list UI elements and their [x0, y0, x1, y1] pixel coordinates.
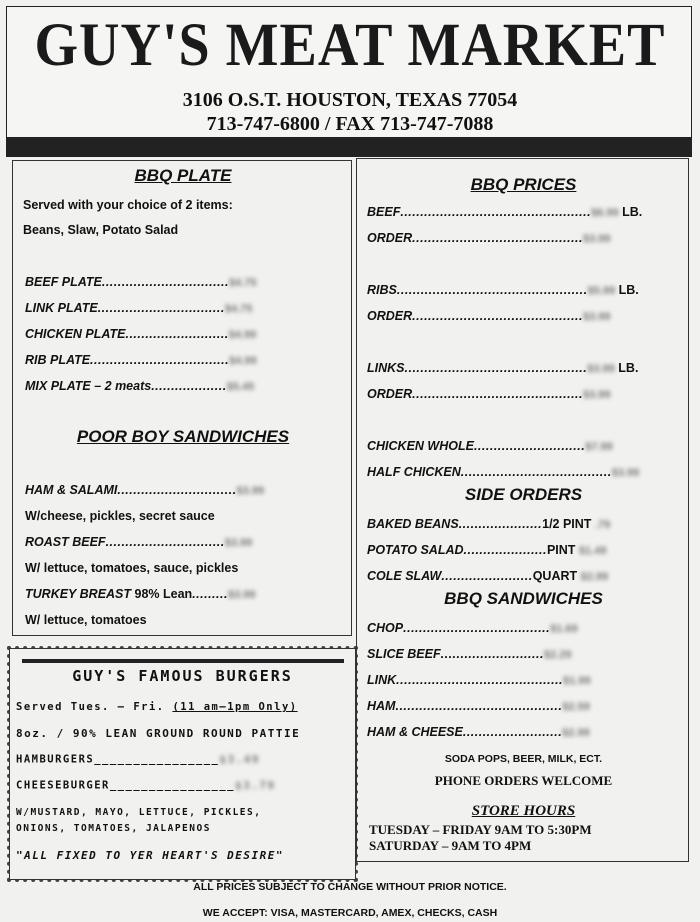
burgers-toppings-1: W/MUSTARD, MAYO, LETTUCE, PICKLES, [16, 807, 262, 818]
list-item: HAMBURGERS________________$3.49 [16, 753, 260, 766]
list-item: CHEESEBURGER________________$3.79 [16, 779, 276, 792]
store-title: GUY'S MEAT MARKET [34, 10, 666, 80]
price-blurred: $2.99 [562, 726, 590, 739]
list-item: BAKED BEANS.....................1/2 PINT .79 [367, 517, 611, 531]
list-item: BEEF................................................$6.99 LB. [367, 205, 643, 219]
right-column-box [356, 158, 689, 862]
price-blurred: $6.99 [591, 206, 619, 219]
price-blurred: $3.99 [227, 588, 256, 601]
price-blurred: $3.49 [219, 753, 260, 766]
list-item: ROAST BEEF..............................$3.99 [25, 535, 253, 549]
list-item: POTATO SALAD.....................PINT $1.49 [367, 543, 607, 557]
price-blurred: .79 [594, 518, 611, 531]
bbq-plate-title: BBQ PLATE [134, 166, 232, 185]
list-item: CHOP.....................................$1.69 [367, 621, 578, 635]
price-blurred: $3.99 [224, 536, 253, 549]
store-hours-line-1: TUESDAY – FRIDAY 9AM TO 5:30PM [369, 822, 592, 837]
list-item: HAM & SALAMI..............................$3.99 [25, 483, 265, 497]
price-blurred: $1.99 [563, 674, 591, 687]
list-item: HAM & CHEESE.........................$2.99 [367, 725, 590, 739]
price-blurred: $2.99 [580, 570, 609, 583]
list-item: BEEF PLATE................................$4.75 [25, 275, 257, 289]
burgers-served: Served Tues. – Fri. (11 am–1pm Only) [16, 701, 298, 713]
price-blurred: $4.99 [229, 354, 257, 367]
header-box [6, 6, 692, 156]
price-blurred: $3.99 [583, 388, 611, 401]
list-item: ORDER...........................................$3.99 [367, 231, 611, 245]
price-notice: ALL PRICES SUBJECT TO CHANGE WITHOUT PRIOR NOTICE. [193, 881, 507, 893]
bbq-plate-served: Served with your choice of 2 items: [23, 198, 233, 212]
list-item: LINK..........................................$1.99 [367, 673, 591, 687]
price-blurred: $2.59 [562, 700, 590, 713]
price-blurred: $2.29 [543, 648, 572, 661]
burgers-slogan: "ALL FIXED TO YER HEART'S DESIRE" [16, 849, 285, 862]
list-item: SLICE BEEF..........................$2.29 [367, 647, 572, 661]
item-description: W/ lettuce, tomatoes [25, 613, 147, 627]
item-description: W/ lettuce, tomatoes, sauce, pickles [25, 561, 239, 575]
list-item: RIB PLATE...................................$4.99 [25, 353, 257, 367]
price-blurred: $1.49 [578, 544, 607, 557]
burgers-pattie: 8oz. / 90% LEAN GROUND ROUND PATTIE [16, 727, 301, 740]
phone-orders-note: PHONE ORDERS WELCOME [434, 773, 613, 788]
list-item: COLE SLAW.......................QUART $2.99 [367, 569, 609, 583]
price-blurred: $4.75 [224, 302, 253, 315]
price-blurred: $4.99 [228, 328, 257, 341]
list-item: ORDER...........................................$3.99 [367, 387, 611, 401]
list-item: LINKS..............................................$3.99 LB. [367, 361, 639, 375]
list-item: RIBS................................................$5.99 LB. [367, 283, 639, 297]
item-description: W/cheese, pickles, secret sauce [25, 509, 215, 523]
drinks-note: SODA POPS, BEER, MILK, ECT. [444, 753, 603, 765]
price-blurred: $5.45 [226, 380, 255, 393]
store-hours-title: STORE HOURS [471, 803, 576, 819]
price-blurred: $3.99 [236, 484, 265, 497]
price-blurred: $3.99 [583, 310, 611, 323]
price-blurred: $1.69 [550, 622, 578, 635]
burgers-toppings-2: ONIONS, TOMATOES, JALAPENOS [16, 823, 211, 834]
price-blurred: $3.99 [611, 466, 640, 479]
list-item: TURKEY BREAST 98% Lean.........$3.99 [25, 587, 256, 601]
list-item: HALF CHICKEN......................................$3.99 [367, 465, 640, 479]
payment-accepted: WE ACCEPT: VISA, MASTERCARD, AMEX, CHECKS, CASH [202, 907, 498, 919]
list-item: LINK PLATE................................$4.75 [25, 301, 253, 315]
price-blurred: $3.79 [235, 779, 276, 792]
header-divider [6, 137, 692, 157]
price-blurred: $5.99 [587, 284, 616, 297]
price-blurred: $7.99 [585, 440, 613, 453]
burger-rule [22, 659, 344, 663]
price-blurred: $3.99 [583, 232, 611, 245]
price-blurred: $4.75 [229, 276, 257, 289]
list-item: CHICKEN PLATE..........................$4.99 [25, 327, 257, 341]
poor-boy-title: POOR BOY SANDWICHES [76, 427, 290, 446]
list-item: HAM..........................................$2.59 [367, 699, 590, 713]
burgers-box [10, 649, 355, 879]
list-item: CHICKEN WHOLE............................$7.99 [367, 439, 613, 453]
bbq-plate-choices: Beans, Slaw, Potato Salad [23, 223, 179, 237]
side-orders-title: SIDE ORDERS [464, 485, 583, 504]
bbq-sandwiches-title: BBQ SANDWICHES [444, 589, 603, 608]
bbq-prices-title: BBQ PRICES [470, 175, 577, 194]
burgers-title: GUY'S FAMOUS BURGERS [72, 667, 293, 685]
bbq-plate-box [12, 160, 352, 636]
store-hours-line-2: SATURDAY – 9AM TO 4PM [369, 838, 532, 853]
price-blurred: $3.99 [587, 362, 615, 375]
store-phone: 713-747-6800 / FAX 713-747-7088 [206, 113, 494, 135]
store-address: 3106 O.S.T. HOUSTON, TEXAS 77054 [182, 89, 518, 111]
list-item: MIX PLATE – 2 meats...................$5.45 [25, 379, 255, 393]
list-item: ORDER...........................................$3.99 [367, 309, 611, 323]
